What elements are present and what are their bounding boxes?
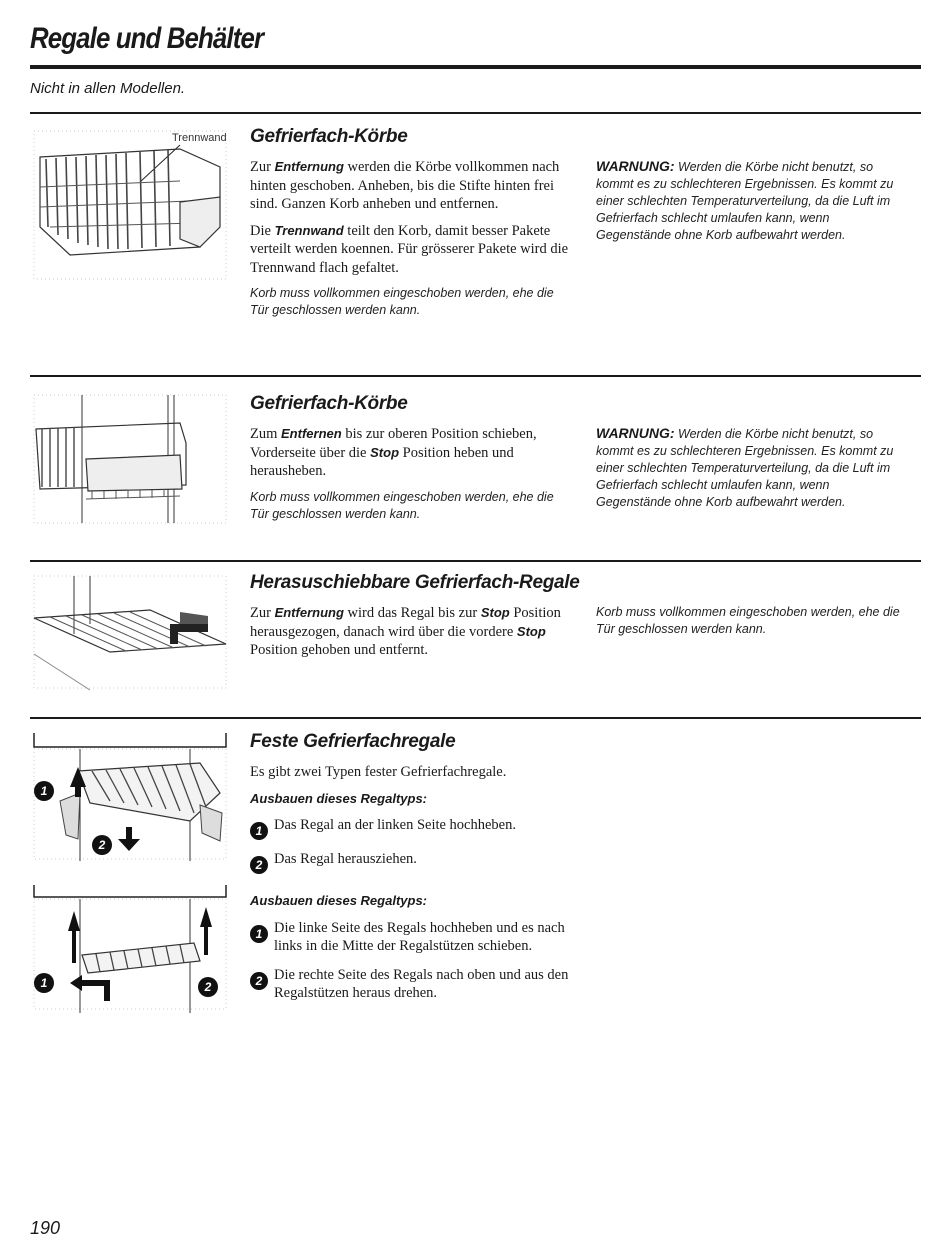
title-rule [30,65,921,69]
type1-step-2: 2 Das Regal herausziehen. [250,850,580,874]
basket-divider-illustration [30,127,230,297]
section-heading: Herasuschiebbare Gefrierfach-Regale [250,572,580,593]
closing-note: Korb muss vollkommen eingeschoben werden, ehe die Tür geschlossen werden kann. [250,286,554,317]
removal-paragraph: Zur Entfernung werden die Körbe vollkommen nach hinten geschoben. Anheben, bis die Stifte hinten frei sind. Ganzen Korb anheben und entfernen. [250,159,560,212]
fixed-shelf-type2-illustration [30,883,230,1023]
section-body [250,158,570,327]
side-note: Korb muss vollkommen eingeschoben werden, ehe die Tür geschlossen werden kann. [596,605,900,636]
step-marker-1: 1 [40,784,48,798]
step-marker-2: 2 [98,838,106,852]
divider-paragraph: Die Trennwand teilt den Korb, damit besser Pakete verteilt werden koennen. Für grösserer Pakete wird die Trennwand flach gefaltet. [250,222,569,276]
intro-paragraph: Es gibt zwei Typen fester Gefrierfachregale. [250,764,507,780]
section-heading: Gefrierfach-Körbe [250,126,408,147]
warning-box [596,158,906,244]
type1-step-1: 1 Das Regal an der linken Seite hochheben. [250,816,580,840]
type1-heading: Ausbauen dieses Regaltyps: [250,790,427,806]
removal-paragraph: Zum Entfernen bis zur oberen Position schieben, Vorderseite über die Stop Position heben und herausheben. [250,426,537,479]
section-heading: Gefrierfach-Körbe [250,393,408,414]
warning-label: WARNUNG: [596,158,675,174]
type2-heading: Ausbauen dieses Regaltyps: [250,893,427,908]
page-title: Regale und Behälter [30,22,264,55]
section-rule [30,112,921,114]
fixed-shelf-type1-illustration [30,731,230,881]
basket-slide-illustration [30,393,230,528]
section-rule [30,717,921,719]
pull-out-shelf-illustration [30,574,230,694]
type2-step-2: 2 Die rechte Seite des Regals nach oben und aus den Regalstützen heraus drehen. [250,966,580,1003]
step-marker-1: 1 [40,976,48,990]
page-subtitle: Nicht in allen Modellen. [30,80,186,97]
section-body [250,425,570,531]
removal-paragraph: Zur Entfernung wird das Regal bis zur Stop Position herausgezogen, danach wird über die vordere Stop Position gehoben und entfernt. [250,605,561,658]
section-heading: Feste Gefrierfachregale [250,731,456,752]
warning-text: Werden die Körbe nicht benutzt, so kommt es zu schlechteren Ergebnissen. Es kommt zu einer schlechten Temperaturverteilung, da die Luft im Gefrierfach schlecht umlaufen kann, wenn Gegenstände ohne Korb aufbewahrt werden. [596,427,894,509]
section-body [250,763,580,1013]
section-rule [30,375,921,377]
warning-text: Werden die Körbe nicht benutzt, so kommt es zu schlechteren Ergebnissen. Es kommt zu einer schlechten Temperaturverteilung, da die Luft im Gefrierfach schlecht umlaufen kann, wenn Gegenstände ohne Korb aufbewahrt werden. [596,160,894,242]
page-number: 190 [30,1218,61,1238]
section-body [250,604,570,668]
divider-label: Trennwand [172,132,227,144]
step-marker-2: 2 [204,980,212,994]
closing-note: Korb muss vollkommen eingeschoben werden, ehe die Tür geschlossen werden kann. [250,489,554,521]
section-rule [30,560,921,562]
warning-label: WARNUNG: [596,425,675,441]
type2-step-1: 1 Die linke Seite des Regals hochheben und es nach links in die Mitte der Regalstützen schieben. [250,919,580,956]
warning-box [596,425,906,511]
